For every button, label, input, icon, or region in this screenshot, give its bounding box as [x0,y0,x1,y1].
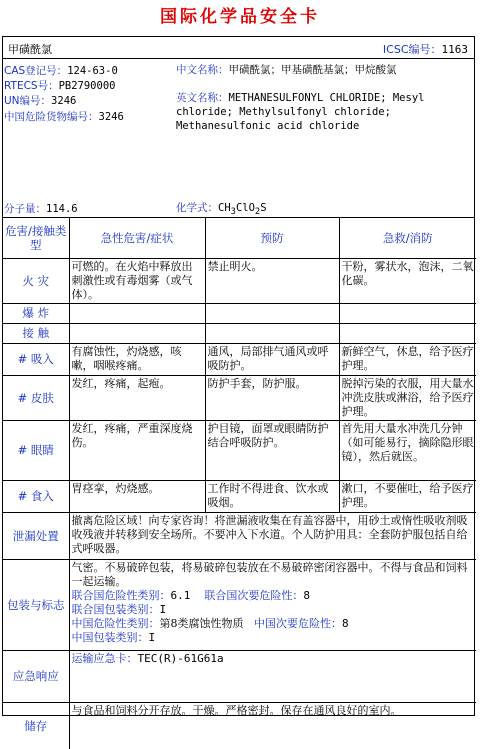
formula-row [176,201,471,219]
storage-text: 与食品和饲料分开存放。干燥。严格密封。保存在通风良好的室内。 [69,702,476,749]
card-title: 国际化学品安全卡 [160,7,320,27]
row-firstaid [339,303,476,323]
mw-row [4,201,78,216]
emergency-row [3,650,476,702]
formula-label: 化学式： [176,202,218,214]
un-row [4,93,76,108]
cn-label: 中国危险货物编号： [4,111,99,123]
emergency-label: 应急响应 [3,650,69,702]
row-symptoms: 发红，疼痛，严重深度烧伤。 [69,420,205,480]
row-firstaid [339,323,476,343]
packaging-text: 气密。不易破碎包装，将易破碎包装放在不易破碎密闭容器中。不得与食品和饲料一起运输。 [71,560,468,588]
storage-label: 储存 [3,702,69,749]
cn-value: 3246 [98,111,124,123]
un-label: UN编号： [4,95,52,107]
row-type: # 吸入 [3,343,69,375]
header-firstaid: 急救/消防 [339,218,476,258]
icsc-number [383,41,468,57]
table-row [3,480,476,512]
row-symptoms [69,303,205,323]
cn-name-value: 甲磺酰氯；甲基磺酰基氯；甲烷酸氯 [228,64,397,76]
card-header [3,37,474,59]
mw-value: 114.6 [46,203,78,215]
table-row [3,375,476,420]
row-type: 爆 炸 [3,303,69,323]
emergency-card-label: 运输应急卡： [71,651,138,665]
cn-name-row [176,63,471,77]
icsc-value: 1163 [441,43,468,56]
header-symptoms: 急性危害/症状 [69,218,205,258]
en-name-label: 英文名称： [176,92,229,104]
hazard-table [3,218,476,749]
leak-row [3,512,476,559]
header-prevention: 预防 [205,218,339,258]
header-type: 危害/接触类型 [3,218,69,258]
row-symptoms [69,323,205,343]
identification-section [3,59,474,218]
row-prevention: 防护手套，防护服。 [205,375,339,420]
row-firstaid: 新鲜空气，休息，给予医疗护理。 [339,343,476,375]
table-header-row [3,218,476,258]
row-type: # 眼睛 [3,420,69,480]
en-name-value: METHANESULFONYL CHLORIDE; Mesyl chloride; Methylsulfonyl chloride; Methanesulfonic acid chloride [176,92,425,132]
rtecs-label: RTECS号： [4,80,59,92]
chemical-name: 甲磺酰氯 [8,43,52,56]
formula-value: $CH_3ClO_2S$ [218,202,267,218]
row-type: 接 触 [3,323,69,343]
row-firstaid: 首先用大量水冲洗几分钟（如可能易行，摘除隐形眼镜），然后就医。 [339,420,476,480]
un-class-line: 联合国危险性类别：6.1 联合国次要危险性：8 [71,588,310,602]
packaging-row [3,559,476,650]
un-value: 3246 [51,95,77,107]
table-row [3,343,476,375]
row-firstaid: 漱口，不要催吐，给予医疗护理。 [339,480,476,512]
row-prevention: 禁止明火。 [205,258,339,303]
packaging-label: 包装与标志 [3,559,69,650]
table-row [3,323,476,343]
row-symptoms: 有腐蚀性，灼烧感，咳嗽，咽喉疼痛。 [69,343,205,375]
row-type: 火 灾 [3,258,69,303]
cn-pack-line: 中国包装类别：I [71,630,156,644]
storage-row [3,702,476,749]
row-prevention [205,303,339,323]
row-prevention [205,323,339,343]
table-row [3,420,476,480]
icsc-label: ICSC编号： [382,43,442,56]
row-type: # 皮肤 [3,375,69,420]
rtecs-row [4,78,115,93]
packaging-content [69,559,476,650]
row-prevention: 工作时不得进食、饮水或吸烟。 [205,480,339,512]
safety-card [2,36,475,733]
row-type: # 食入 [3,480,69,512]
rtecs-value: PB2790000 [58,80,116,92]
emergency-card-value: TEC(R)-61G61a [137,651,224,665]
cn-row [4,109,124,124]
en-name-row [176,91,471,133]
table-row [3,303,476,323]
cas-label: CAS登记号： [4,65,68,77]
leak-label: 泄漏处置 [3,512,69,559]
row-prevention: 通风，局部排气通风或呼吸防护。 [205,343,339,375]
mw-label: 分子量： [4,203,46,215]
un-pack-line: 联合国包装类别：I [71,602,167,616]
row-firstaid: 干粉，雾状水，泡沫，二氧化碳。 [339,258,476,303]
cas-row [4,63,118,78]
cn-name-label: 中文名称： [176,64,229,76]
row-symptoms: 可燃的。在火焰中释放出刺激性或有毒烟雾（或气体）。 [69,258,205,303]
row-symptoms: 胃痉挛，灼烧感。 [69,480,205,512]
cas-value: 124-63-0 [67,65,118,77]
row-firstaid: 脱掉污染的衣服，用大量水冲洗皮肤或淋浴，给予医疗护理。 [339,375,476,420]
table-row [3,258,476,303]
leak-text: 撤离危险区域！向专家咨询！将泄漏液收集在有盖容器中，用砂土或惰性吸收剂吸收残液并转移到安全场所。不要冲入下水道。个人防护用具：全套防护服包括自给式呼吸器。 [69,512,476,559]
cn-class-line: 中国危险性类别：第8类腐蚀性物质 中国次要危险性：8 [71,616,349,630]
row-symptoms: 发红，疼痛，起疱。 [69,375,205,420]
row-prevention: 护目镜，面罩或眼睛防护结合呼吸防护。 [205,420,339,480]
emergency-content [69,650,476,702]
